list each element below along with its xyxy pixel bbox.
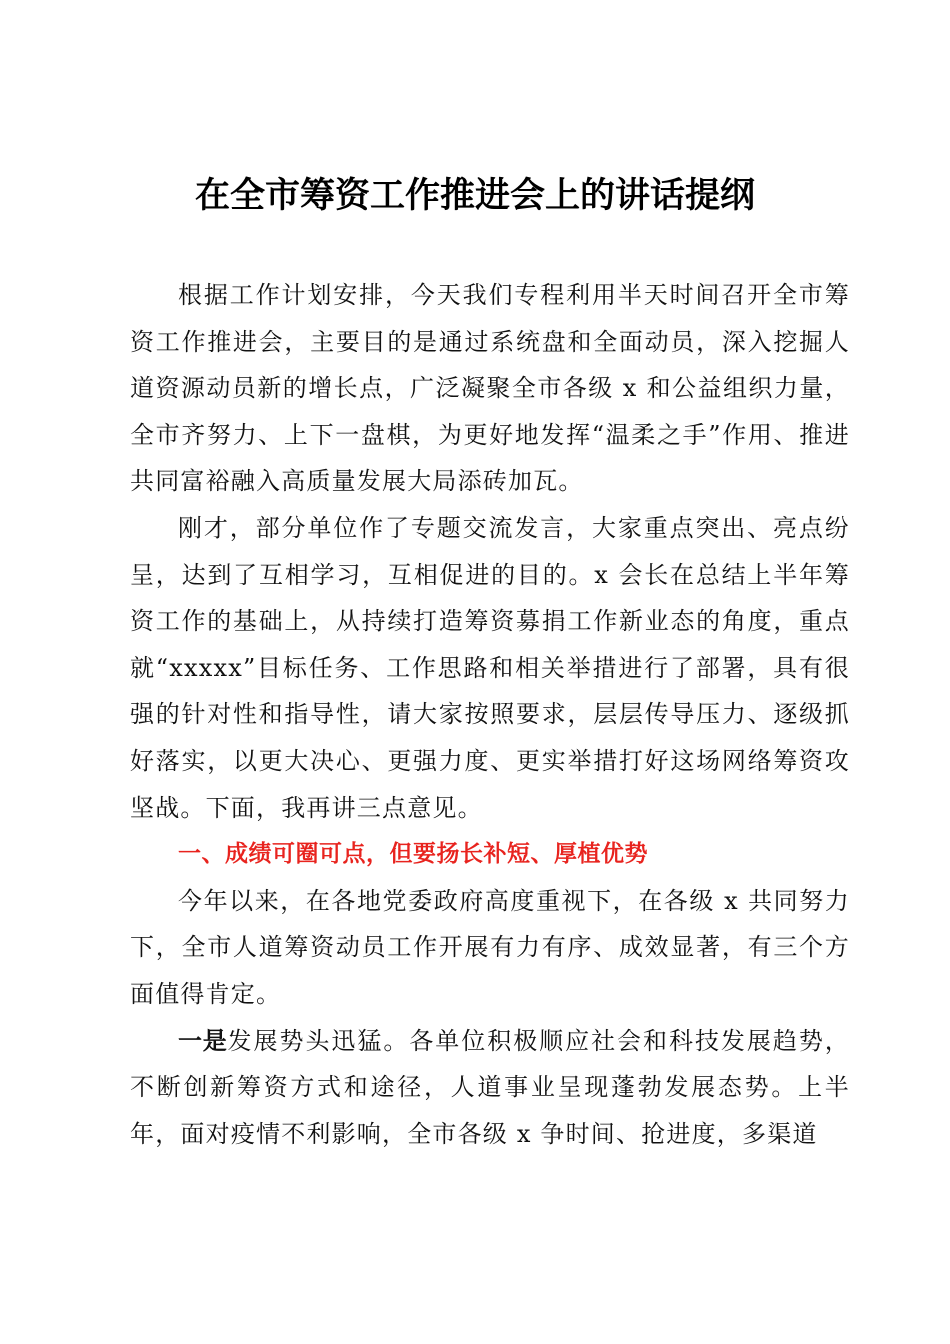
summary-paragraph: 刚才，部分单位作了专题交流发言，大家重点突出、亮点纷呈，达到了互相学习，互相促进的目的。x 会长在总结上半年筹资工作的基础上，从持续打造筹资募捐工作新业态的角度，重点就“xxxxx”目标任务、工作思路和相关举措进行了部署，具有很强的针对性和指导性，请大家按照要求，层层传导压力、逐级抓好落实，以更大决心、更强力度、更实举措打好这场网络筹资攻坚战。下面，我再讲三点意见。 xyxy=(130,513,850,822)
document-body xyxy=(130,272,850,1157)
point-one-lead: 一是 xyxy=(178,1026,228,1055)
point-one-paragraph xyxy=(130,1018,850,1158)
document-title: 在全市筹资工作推进会上的讲话提纲 xyxy=(194,175,755,216)
intro-paragraph: 根据工作计划安排，今天我们专程利用半天时间召开全市筹资工作推进会，主要目的是通过系统盘和全面动员，深入挖掘人道资源动员新的增长点，广泛凝聚全市各级 x 和公益组织力量，全市齐努力、上下一盘棋，为更好地发挥“温柔之手”作用、推进共同富裕融入高质量发展大局添砖加瓦。 xyxy=(130,281,850,496)
section-paragraph: 今年以来，在各地党委政府高度重视下，在各级 x 共同努力下，全市人道筹资动员工作开展有力有序、成效显著，有三个方面值得肯定。 xyxy=(130,886,850,1008)
point-one-text: 发展势头迅猛。各单位积极顺应社会和科技发展趋势，不断创新筹资方式和途径，人道事业呈现蓬勃发展态势。上半年，面对疫情不利影响，全市各级 x 争时间、抢进度，多渠道 xyxy=(130,1026,850,1148)
section-heading: 一、成绩可圈可点，但要扬长补短、厚植优势 xyxy=(178,841,648,868)
